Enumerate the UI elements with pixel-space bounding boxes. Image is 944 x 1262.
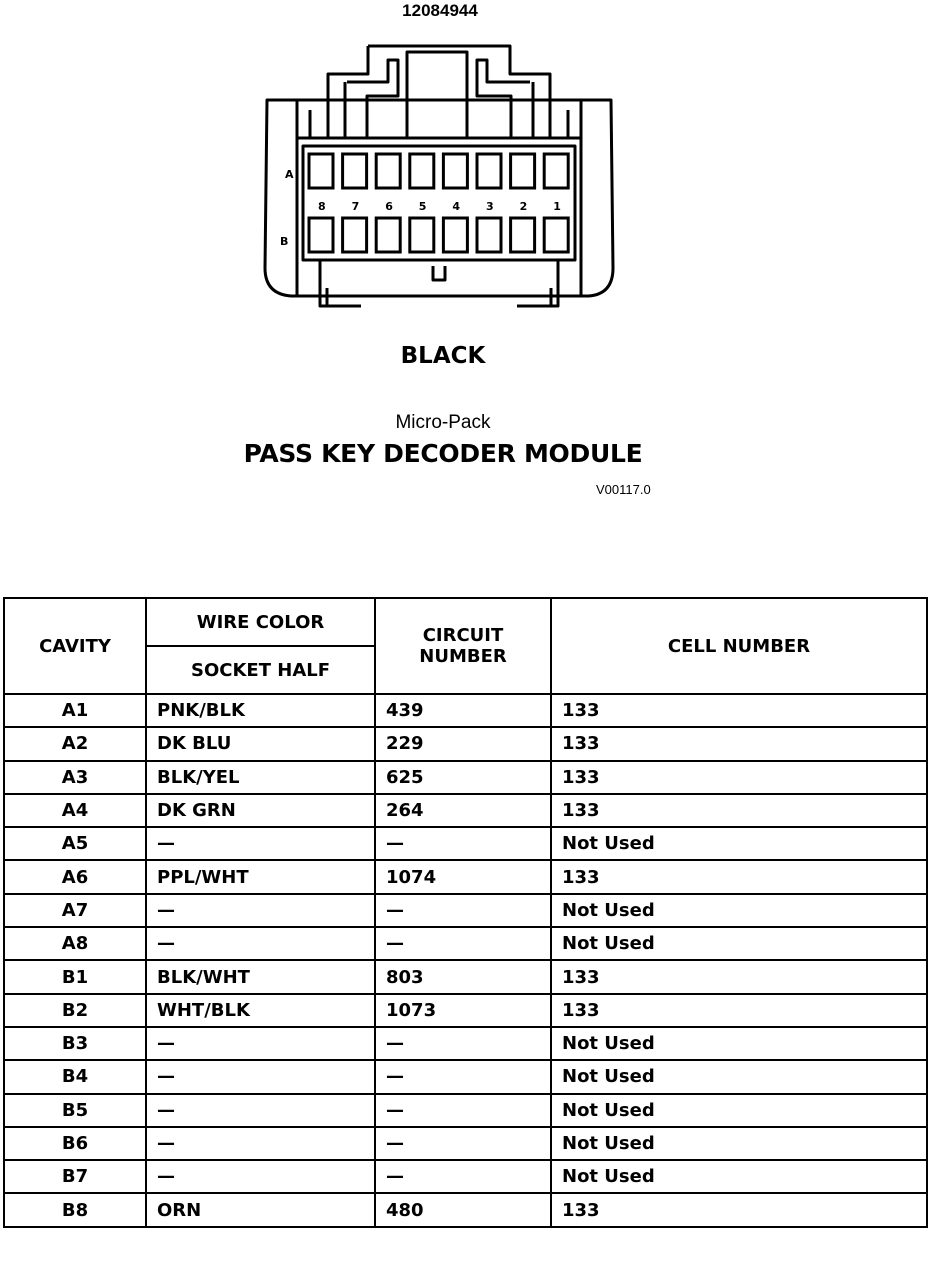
wire-color-cell: — (146, 1027, 375, 1060)
cavity-b-7 (343, 218, 367, 252)
pin-number-row (318, 200, 561, 213)
circuit-cell: — (375, 1094, 551, 1127)
circuit-cell: — (375, 1160, 551, 1193)
table-row (4, 1160, 927, 1193)
wire-color-cell: — (146, 827, 375, 860)
cavity-a-7 (343, 154, 367, 188)
wire-color-cell: BLK/WHT (146, 960, 375, 993)
pin-number-label: 2 (519, 200, 528, 213)
pin-number-label: 7 (351, 200, 360, 213)
circuit-cell: — (375, 1027, 551, 1060)
cavity-cell: A2 (4, 727, 146, 760)
pinout-table (3, 597, 928, 1228)
header-socket-half: SOCKET HALF (146, 646, 375, 694)
pin-number-label: 8 (318, 200, 326, 213)
cell-number-cell: Not Used (551, 1027, 927, 1060)
cavity-a-1 (544, 154, 568, 188)
wire-color-cell: — (146, 894, 375, 927)
circuit-cell: — (375, 827, 551, 860)
reference-code: V00117.0 (596, 482, 651, 497)
wire-color-cell: BLK/YEL (146, 761, 375, 794)
header-cell-number: CELL NUMBER (551, 598, 927, 694)
circuit-cell: — (375, 1060, 551, 1093)
cavity-cell: A7 (4, 894, 146, 927)
connector-type: Micro-Pack (395, 412, 491, 433)
row-label-b: B (280, 235, 289, 248)
table-row (4, 1127, 927, 1160)
cavity-cell: A3 (4, 761, 146, 794)
circuit-cell: 625 (375, 761, 551, 794)
cavity-b-1 (544, 218, 568, 252)
cell-number-cell: Not Used (551, 894, 927, 927)
cell-number-cell: Not Used (551, 1127, 927, 1160)
wire-color-cell: WHT/BLK (146, 994, 375, 1027)
cavity-a-3 (477, 154, 501, 188)
table-row (4, 1094, 927, 1127)
cell-number-cell: 133 (551, 860, 927, 893)
wire-color-cell: — (146, 1127, 375, 1160)
cavity-cell: B1 (4, 960, 146, 993)
cavity-b-5 (410, 218, 434, 252)
circuit-cell: — (375, 1127, 551, 1160)
table-row (4, 794, 927, 827)
cavity-b-6 (376, 218, 400, 252)
circuit-cell: 1074 (375, 860, 551, 893)
circuit-cell: 803 (375, 960, 551, 993)
cavity-cell: A8 (4, 927, 146, 960)
module-title: PASS KEY DECODER MODULE (243, 439, 643, 468)
table-row (4, 927, 927, 960)
cavity-a-4 (443, 154, 467, 188)
header-cavity: CAVITY (4, 598, 146, 694)
header-wire-color: WIRE COLOR (146, 598, 375, 646)
cavity-cell: B4 (4, 1060, 146, 1093)
wire-color-cell: — (146, 927, 375, 960)
header-circuit-number: CIRCUIT NUMBER (375, 598, 551, 694)
table-row (4, 1060, 927, 1093)
circuit-cell: 264 (375, 794, 551, 827)
cavity-b-4 (443, 218, 467, 252)
cavity-a-8 (309, 154, 333, 188)
connector-color: BLACK (400, 343, 486, 369)
wire-color-cell: PPL/WHT (146, 860, 375, 893)
cell-number-cell: Not Used (551, 1160, 927, 1193)
cavity-cell: A4 (4, 794, 146, 827)
cavity-a-5 (410, 154, 434, 188)
cell-number-cell: 133 (551, 960, 927, 993)
pin-number-label: 1 (553, 200, 561, 213)
row-label-a: A (285, 168, 294, 181)
circuit-cell: — (375, 927, 551, 960)
table-row (4, 1027, 927, 1060)
cell-number-cell: 133 (551, 694, 927, 727)
table-row (4, 727, 927, 760)
cell-number-cell: 133 (551, 727, 927, 760)
table-row (4, 694, 927, 727)
cell-number-cell: 133 (551, 994, 927, 1027)
cavity-cell: A6 (4, 860, 146, 893)
cavity-cell: A1 (4, 694, 146, 727)
pin-number-label: 5 (418, 200, 427, 213)
table-row (4, 994, 927, 1027)
cavity-cell: B8 (4, 1193, 146, 1226)
circuit-cell: 439 (375, 694, 551, 727)
cavity-cell: B7 (4, 1160, 146, 1193)
cavity-b-8 (309, 218, 333, 252)
cell-number-cell: 133 (551, 794, 927, 827)
circuit-cell: 229 (375, 727, 551, 760)
cavity-grid (309, 154, 568, 252)
pin-number-label: 3 (486, 200, 494, 213)
cell-number-cell: Not Used (551, 1060, 927, 1093)
cell-number-cell: Not Used (551, 1094, 927, 1127)
wire-color-cell: — (146, 1060, 375, 1093)
circuit-cell: 480 (375, 1193, 551, 1226)
pin-number-label: 6 (385, 200, 393, 213)
cavity-a-2 (511, 154, 535, 188)
cell-number-cell: Not Used (551, 927, 927, 960)
wire-color-cell: DK BLU (146, 727, 375, 760)
wire-color-cell: DK GRN (146, 794, 375, 827)
cell-number-cell: Not Used (551, 827, 927, 860)
table-row (4, 827, 927, 860)
table-row (4, 960, 927, 993)
cell-number-cell: 133 (551, 761, 927, 794)
table-row (4, 1193, 927, 1226)
table-row (4, 860, 927, 893)
cell-number-cell: 133 (551, 1193, 927, 1226)
cavity-cell: B2 (4, 994, 146, 1027)
cavity-b-3 (477, 218, 501, 252)
wire-color-cell: PNK/BLK (146, 694, 375, 727)
table-row (4, 894, 927, 927)
circuit-cell: 1073 (375, 994, 551, 1027)
table-row (4, 761, 927, 794)
pin-number-label: 4 (452, 200, 461, 213)
cavity-b-2 (511, 218, 535, 252)
cavity-cell: B5 (4, 1094, 146, 1127)
wire-color-cell: — (146, 1160, 375, 1193)
circuit-cell: — (375, 894, 551, 927)
cavity-cell: B6 (4, 1127, 146, 1160)
cavity-a-6 (376, 154, 400, 188)
cavity-cell: B3 (4, 1027, 146, 1060)
cavity-cell: A5 (4, 827, 146, 860)
connector-diagram (255, 38, 625, 318)
wire-color-cell: ORN (146, 1193, 375, 1226)
wire-color-cell: — (146, 1094, 375, 1127)
part-number: 12084944 (402, 1, 478, 20)
